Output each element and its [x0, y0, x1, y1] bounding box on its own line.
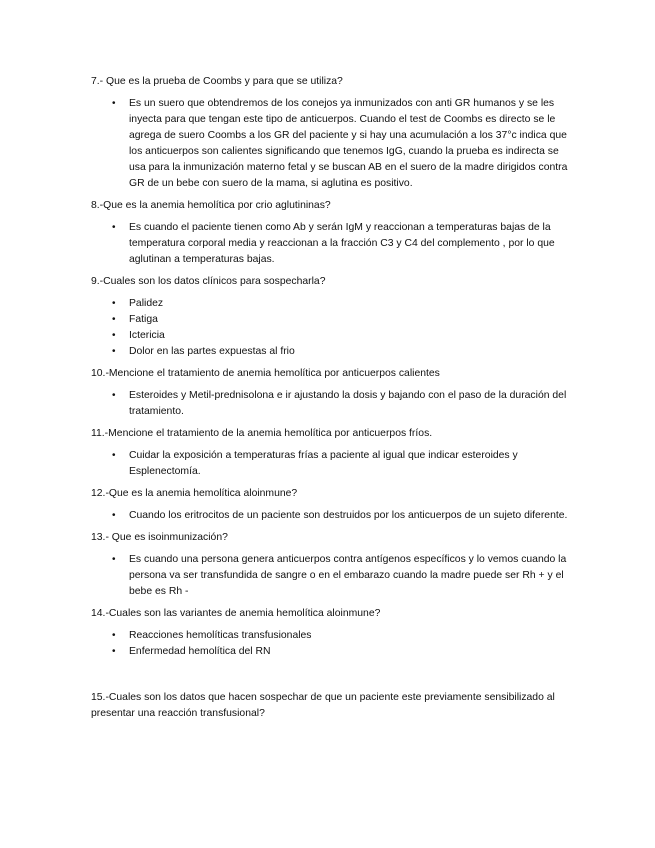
bullet-icon: •	[112, 630, 116, 641]
answer-list-8	[91, 220, 571, 268]
bullet-icon: •	[112, 346, 116, 357]
answer-item	[91, 296, 571, 312]
answer-item	[91, 220, 571, 268]
answer-item	[91, 448, 571, 480]
answer-list-7	[91, 96, 571, 192]
answer-text: Es cuando una persona genera anticuerpos contra antígenos específicos y lo vemos cuando la persona va ser transfundida de sangre o en el embarazo cuando la madre puede ser Rh + y el bebe es Rh -	[129, 554, 567, 597]
answer-text: Cuidar la exposición a temperaturas frías a paciente al igual que indicar esteroides y Esplenectomía.	[129, 450, 518, 477]
answer-text: Ictericia	[129, 330, 165, 341]
answer-text: Enfermedad hemolítica del RN	[129, 646, 271, 657]
answer-item	[91, 644, 571, 660]
question-13: 13.- Que es isoinmunización?	[91, 532, 228, 543]
bullet-icon: •	[112, 554, 116, 565]
bullet-icon: •	[112, 314, 116, 325]
answer-item	[91, 328, 571, 344]
answer-list-10	[91, 388, 571, 420]
question-8: 8.-Que es la anemia hemolítica por crio aglutininas?	[91, 200, 331, 211]
bullet-icon: •	[112, 510, 116, 521]
question-12: 12.-Que es la anemia hemolítica aloinmune?	[91, 488, 298, 499]
answer-text: Es un suero que obtendremos de los conejos ya inmunizados con anti GR humanos y se les inyecta para que tengan este tipo de anticuerpos. Cuando el test de Coombs es directo se le agrega de suero Coombs a los GR del paciente y si hay una acumulación a los 37°c indica que los anticuerpos son calientes significando que tenemos IgG, cuando la prueba es indirecta se usa para la inmunización materno fetal y se buscan AB en el suero de la madre dirigidos contra GR de un bebe con suero de la mama, si aglutina es positivo.	[129, 98, 568, 189]
bullet-icon: •	[112, 222, 116, 233]
bullet-icon: •	[112, 298, 116, 309]
bullet-icon: •	[112, 330, 116, 341]
bullet-icon: •	[112, 390, 116, 401]
answer-list-14	[91, 628, 571, 660]
question-11: 11.-Mencione el tratamiento de la anemia hemolítica por anticuerpos fríos.	[91, 428, 433, 439]
bullet-icon: •	[112, 98, 116, 109]
answer-text: Palidez	[129, 298, 164, 309]
answer-item	[91, 508, 571, 524]
question-9: 9.-Cuales son los datos clínicos para sospecharla?	[91, 276, 326, 287]
question-14: 14.-Cuales son las variantes de anemia hemolítica aloinmune?	[91, 608, 381, 619]
answer-text: Cuando los eritrocitos de un paciente son destruidos por los anticuerpos de un sujeto diferente.	[129, 510, 568, 521]
answer-item	[91, 312, 571, 328]
bullet-icon: •	[112, 646, 116, 657]
answer-item	[91, 388, 571, 420]
answer-list-12	[91, 508, 571, 524]
answer-item	[91, 344, 571, 360]
question-10: 10.-Mencione el tratamiento de anemia hemolítica por anticuerpos calientes	[91, 368, 440, 379]
answer-item	[91, 552, 571, 600]
answer-text: Dolor en las partes expuestas al frio	[129, 346, 295, 357]
answer-text: Reacciones hemolíticas transfusionales	[129, 630, 312, 641]
answer-item	[91, 628, 571, 644]
bullet-icon: •	[112, 450, 116, 461]
paragraph-spacer	[91, 666, 571, 690]
question-7: 7.- Que es la prueba de Coombs y para que se utiliza?	[91, 76, 343, 87]
answer-list-11	[91, 448, 571, 480]
question-15: 15.-Cuales son los datos que hacen sospechar de que un paciente este previamente sensibilizado al presentar una reacción transfusional?	[91, 692, 555, 719]
answer-list-13	[91, 552, 571, 600]
answer-text: Es cuando el paciente tienen como Ab y serán IgM y reaccionan a temperaturas bajas de la temperatura corporal media y reaccionan a la fracción C3 y C4 del complemento , por lo que aglutinan a temperaturas bajas.	[129, 222, 555, 265]
answer-text: Esteroides y Metil-prednisolona e ir ajustando la dosis y bajando con el paso de la duración del tratamiento.	[129, 390, 567, 417]
answer-item	[91, 96, 571, 192]
document-page	[91, 74, 571, 722]
answer-list-9	[91, 296, 571, 360]
answer-text: Fatiga	[129, 314, 158, 325]
